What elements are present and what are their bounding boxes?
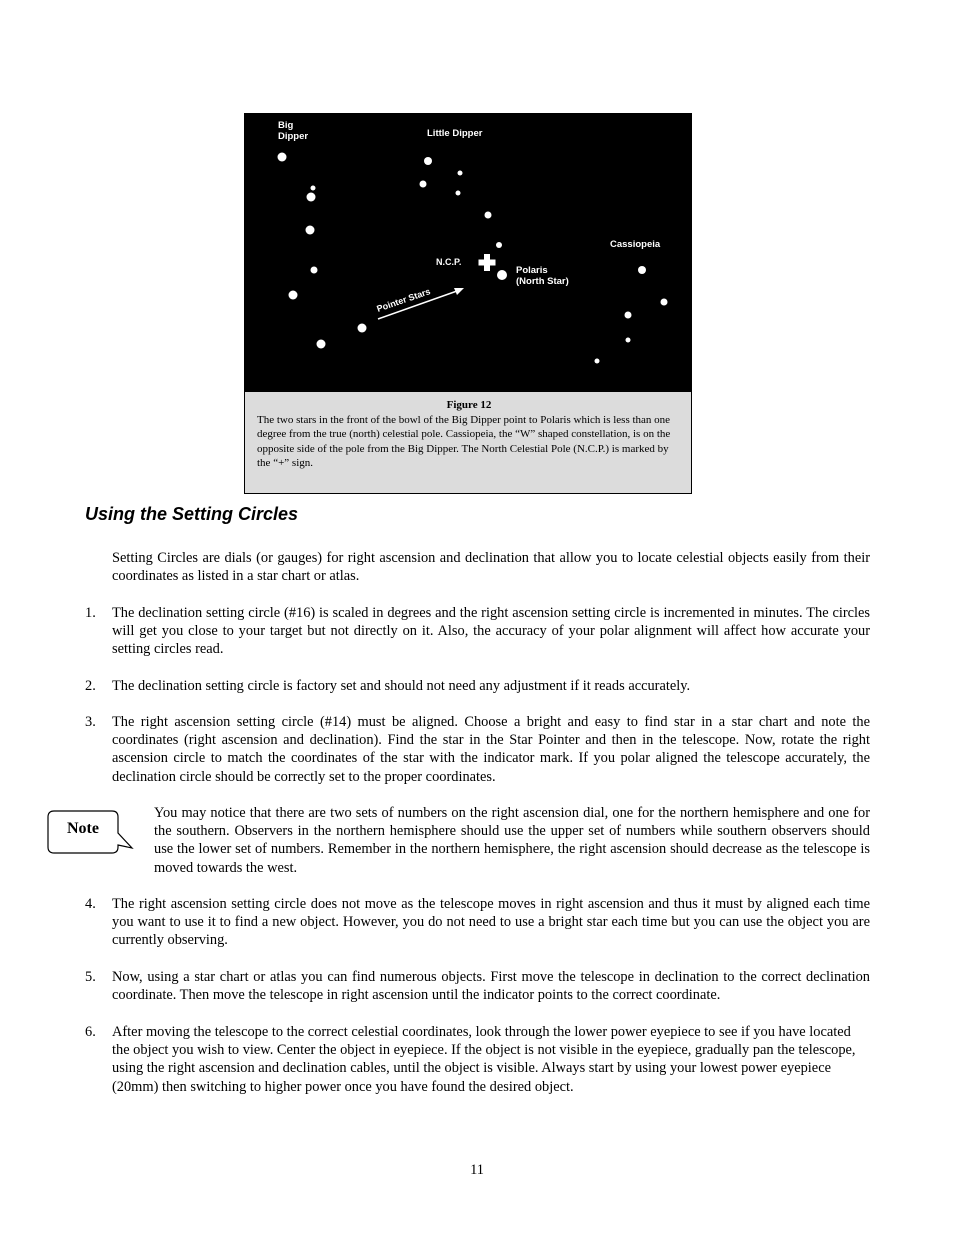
step-text: The declination setting circle (#16) is scaled in degrees and the right ascension setting circle is incremented in minutes. The circles will get you close to your target but not directly on it. Also, the accuracy of your polar alignment will affect how accurate your setting circles read. bbox=[112, 605, 870, 658]
cassiopeia-stars bbox=[595, 266, 668, 364]
polaris-label-1: Polaris bbox=[516, 265, 548, 276]
star bbox=[306, 226, 315, 235]
step-number: 4. bbox=[85, 896, 96, 912]
star bbox=[317, 340, 326, 349]
figure-caption-title: Figure 12 bbox=[446, 399, 492, 411]
step-text: After moving the telescope to the correct celestial coordinates, look through the lower power eyepiece to see if you have located the object you wish to view. Center the object in eyepiece. If the object is not visible in the eyepiece, gradually pan the telescope, using the right ascension and declination cables, until the object is visible. Always start by using your lowest power eyepiece (20mm) then switching to higher power once you have found the desired object. bbox=[112, 1024, 856, 1095]
star bbox=[661, 299, 668, 306]
star bbox=[311, 267, 318, 274]
star bbox=[424, 157, 432, 165]
star bbox=[485, 212, 492, 219]
polaris-label-2: (North Star) bbox=[516, 276, 569, 287]
page-number: 11 bbox=[470, 1162, 484, 1178]
step-text: Now, using a star chart or atlas you can find numerous objects. First move the telescope in declination to the correct declination coordinate. Then move the telescope in right ascension until the indicator points to the correct coordinate. bbox=[112, 969, 870, 1004]
intro-paragraph: Setting Circles are dials (or gauges) for right ascension and declination that allow you to locate celestial objects easily from their coordinates as listed in a star chart or atlas. bbox=[112, 550, 870, 585]
star bbox=[420, 181, 427, 188]
figure-caption bbox=[257, 398, 681, 471]
figure-12 bbox=[244, 113, 692, 494]
star bbox=[307, 193, 316, 202]
pointer-stars-label: Pointer Stars bbox=[375, 286, 432, 314]
ncp-plus-icon bbox=[479, 254, 496, 271]
note-label: Note bbox=[67, 820, 99, 837]
step-text: The right ascension setting circle (#14) must be aligned. Choose a bright and easy to find star in a star chart and note the coordinates (right ascension and declination). Find the star in the Star Pointer and then in the telescope. Now, rotate the right ascension circle to match the coordinates of the star with the indicator mark. If you polar aligned the telescope accurately, the declination circle should be correctly set to the proper coordinates. bbox=[112, 714, 870, 785]
little-dipper-label: Little Dipper bbox=[427, 128, 483, 139]
star bbox=[626, 338, 631, 343]
star bbox=[625, 312, 632, 319]
polaris-star bbox=[497, 270, 507, 280]
star bbox=[358, 324, 367, 333]
big-dipper-label-1: Big bbox=[278, 120, 294, 131]
ncp-label: N.C.P. bbox=[436, 257, 462, 267]
note-text: You may notice that there are two sets of numbers on the right ascension dial, one for the northern hemisphere and one for the southern. Observers in the northern hemisphere should use the upper set of numbers while southern observers should use the lower set of numbers. Remember in the northern hemisphere, the right ascension should decrease as the telescope is moved towards the west. bbox=[154, 805, 870, 876]
star bbox=[496, 242, 502, 248]
star-chart-svg bbox=[245, 114, 691, 392]
star bbox=[458, 171, 463, 176]
star bbox=[595, 359, 600, 364]
star bbox=[456, 191, 461, 196]
step-number: 1. bbox=[85, 605, 96, 621]
star bbox=[638, 266, 646, 274]
star bbox=[289, 291, 298, 300]
star bbox=[278, 153, 287, 162]
step-number: 2. bbox=[85, 678, 96, 694]
note-callout bbox=[46, 809, 136, 860]
star bbox=[311, 186, 316, 191]
figure-caption-text: The two stars in the front of the bowl of the Big Dipper point to Polaris which is less than one degree from the true (north) celestial pole. Cassiopeia, the “W” shaped constellation, is on the opposite side of the pole from the Big Dipper. The North Celestial Pole (N.C.P.) is marked by the “+” sign. bbox=[257, 413, 671, 470]
big-dipper-stars bbox=[278, 153, 367, 349]
big-dipper-label-2: Dipper bbox=[278, 131, 309, 142]
step-number: 6. bbox=[85, 1024, 96, 1040]
step-number: 3. bbox=[85, 714, 96, 730]
cassiopeia-label: Cassiopeia bbox=[610, 239, 661, 250]
star-chart bbox=[245, 114, 691, 392]
step-number: 5. bbox=[85, 969, 96, 985]
step-text: The declination setting circle is factory set and should not need any adjustment if it reads accurately. bbox=[112, 678, 691, 694]
section-heading: Using the Setting Circles bbox=[85, 504, 299, 524]
step-text: The right ascension setting circle does not move as the telescope moves in right ascension and thus it must by aligned each time you want to use it to find a new object. However, you do not need to use a bright star each time but you can use the object you are currently observing. bbox=[112, 896, 870, 949]
